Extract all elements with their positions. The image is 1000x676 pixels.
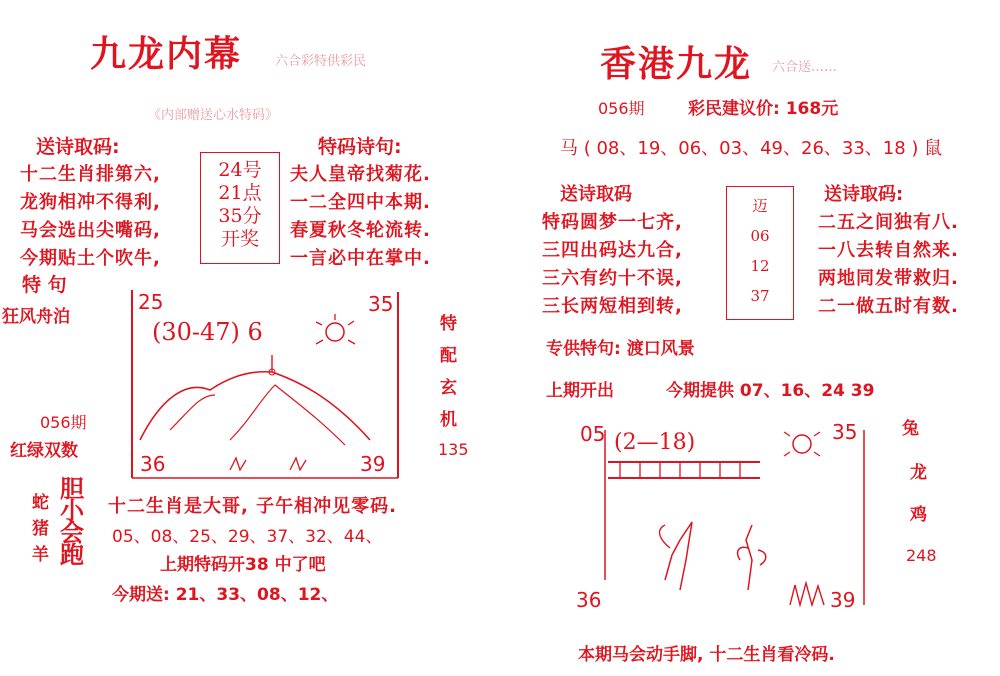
last-open: 上期开出 [546,381,614,401]
right-title: 香港九龙 [600,43,753,85]
poem2-line-2: 一八去转自然来. [818,240,959,261]
box-line-2: 06 [750,227,770,245]
box-line-1: 迈 [752,197,768,215]
left-corner-tl: 25 [138,290,164,314]
red-green: 红绿双数 [10,441,78,461]
right-corner-bl: 36 [576,588,602,612]
left-side-number: 135 [438,440,469,459]
poem1-line-3: 三六有约十不误, [542,268,683,289]
left-side-vertical [440,308,462,436]
left-corner-tr: 35 [368,292,394,316]
number-box [726,186,794,320]
bold-char-2: 小 [60,497,84,525]
bold-char-4: 跑 [60,541,84,569]
right-sketch-text: (2—18) [614,430,696,455]
zodiac-3: 羊 [32,545,49,565]
right-special-phrase: 专供特句: 渡口风景 [546,339,695,359]
side-char-2: 配 [440,346,457,366]
left-corner-br: 39 [360,452,386,476]
special-poem-line-3: 春夏秋冬轮流转. [290,220,431,241]
draw-time-line-1: 24号 [218,159,262,181]
zodiac-line: 十二生肖是大哥, 子午相冲见零码. [108,496,397,517]
right-side-2: 龙 [910,463,927,483]
right-subtitle: 六合送…… [772,60,838,75]
draw-time-line-4: 开奖 [220,228,259,250]
this-provide: 今期提供 07、16、24 39 [666,381,875,401]
draw-time-line-3: 35分 [218,205,262,227]
poem1-line-1: 特码圆梦一七齐, [542,212,683,233]
side-char-3: 玄 [440,378,457,398]
side-char-1: 特 [440,314,457,334]
left-poem-code-header: 送诗取码: [36,136,120,158]
right-bottom: 本期马会动手脚, 十二生肖看冷码. [578,645,835,665]
poem2-line-1: 二五之间独有八. [818,212,959,233]
poem1-header: 送诗取码 [560,184,632,205]
left-note: 《内部赠送心水特码》 [148,108,279,123]
right-corner-tl: 05 [580,422,606,446]
left-sketch-text: (30-47) 6 [152,318,263,346]
special-phrase: 狂风舟泊 [2,307,70,327]
poem2-line-4: 二一做五时有数. [818,296,959,317]
left-subtitle: 六合彩特供彩民 [275,54,367,69]
special-poem-header: 特码诗句: [318,136,402,158]
right-corner-br: 39 [830,588,856,612]
right-side-3: 鸡 [910,505,927,525]
right-corner-tr: 35 [832,420,858,444]
left-poem-line-2: 龙狗相冲不得利, [20,192,161,213]
special-poem-line-4: 一言必中在掌中. [290,248,431,269]
left-title: 九龙内幕 [90,33,243,75]
poem2-header: 送诗取码: [824,184,904,205]
horse-line: 马 ( 08、19、06、03、49、26、33、18 ) 鼠 [560,138,943,159]
right-issue: 056期 [598,99,645,118]
right-price: 彩民建议价: 168元 [688,99,839,119]
left-poem-line-1: 十二生肖排第六, [20,164,161,185]
zodiac-list [32,490,54,568]
special-phrase-label: 特 句 [22,274,67,296]
poem1-line-2: 三四出码达九合, [542,240,683,261]
zodiac-2: 猪 [32,519,49,539]
special-poem-line-2: 一二全四中本期. [290,192,431,213]
last-issue: 上期特码开38 中了吧 [160,555,326,575]
zodiac-1: 蛇 [32,493,49,513]
bold-vertical [60,475,88,569]
special-poem-line-1: 夫人皇帝找菊花. [290,164,431,185]
poem2-line-3: 两地同发带救归. [818,268,959,289]
bold-char-3: 会 [60,519,84,547]
left-corner-bl: 36 [140,452,166,476]
right-side-1: 兔 [902,419,919,439]
draw-time-line-2: 21点 [218,182,262,204]
poem1-line-4: 三长两短相到转, [542,296,683,317]
box-line-4: 37 [750,287,770,305]
left-issue: 056期 [40,413,87,432]
left-poem-line-4: 今期贴土个吹牛, [20,248,161,269]
this-issue: 今期送: 21、33、08、12、 [112,585,339,605]
side-char-4: 机 [440,410,457,430]
left-poem-line-3: 马会选出尖嘴码, [20,220,161,241]
bold-char-1: 胆 [60,475,84,503]
numbers-line: 05、08、25、29、37、32、44、 [112,527,383,547]
right-side-number: 248 [906,546,937,565]
box-line-3: 12 [750,257,770,275]
